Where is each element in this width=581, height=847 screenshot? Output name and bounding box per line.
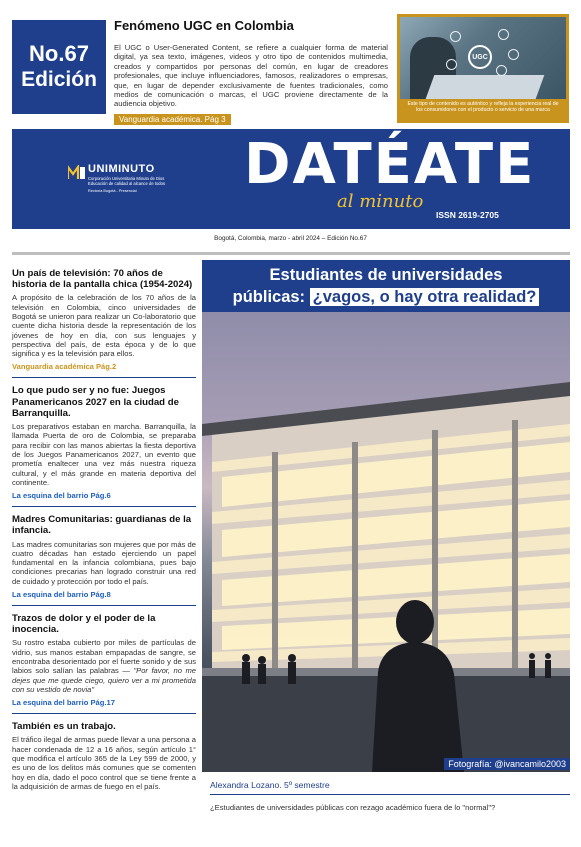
social-dot-icon: [450, 31, 461, 42]
article-panamericanos: [12, 385, 196, 507]
article-trazos-de-dolor: [12, 613, 196, 714]
edition-box: [12, 20, 106, 114]
story-deck: ¿Estudiantes de universidades públicas con rezago académico fuera de lo "normal"?: [210, 803, 496, 812]
article-title[interactable]: También es un trabajo.: [12, 721, 116, 733]
article-source-link[interactable]: La esquina del barrio Pág.6: [12, 491, 111, 501]
article-title[interactable]: Madres Comunitarias: guardianas de la infancia.: [12, 514, 192, 537]
social-dot-icon: [496, 65, 507, 76]
article-television: [12, 268, 196, 378]
laptop-shape: [426, 75, 545, 99]
teaser-section-tag[interactable]: Vanguardia académica. Pág 3: [114, 114, 231, 125]
main-photo: [202, 312, 570, 772]
article-body: Las madres comunitarias son mujeres que por más de cuatro décadas han estado ejerciendo un papel fundamental en la infancia colombiana, pues bajo condiciones precarias han logrado construir una red de cuidado y protección por todo el país.: [12, 539, 196, 586]
divider-rule: [12, 252, 570, 255]
byline-rule: [210, 794, 570, 795]
article-body: [12, 638, 196, 694]
article-body: A propósito de la celebración de los 70 años de la televisión en Colombia, cinco universidades de Bogotá se unieron para realizar un Co-laboratorio que cuente dicha historia desde la representación de los jóvenes de hoy en día, con sus lenguajes y perspectiva del país, de esta época y de lo que significa y es la televisión para ellos.: [12, 293, 196, 359]
headline-line2: [202, 286, 570, 308]
headline-highlight: ¿vagos, o hay otra realidad?: [310, 288, 540, 306]
article-source-link[interactable]: La esquina del barrio Pág.17: [12, 698, 115, 708]
social-dot-icon: [446, 59, 457, 70]
masthead: [12, 129, 570, 229]
edition-number: No.67: [29, 41, 89, 66]
article-source-link[interactable]: La esquina del barrio Pág.8: [12, 590, 111, 600]
logo-rectoria: Rectoría Bogotá - Presencial: [88, 189, 137, 193]
headline-line1: Estudiantes de universidades: [269, 266, 503, 284]
logo-subtitle: Corporación Universitaria Minuto de Dios Educación de calidad al alcance de todos: [88, 176, 166, 186]
newspaper-title: DATÉATE: [244, 132, 536, 197]
dateline: Bogotá, Colombia, marzo - abril 2024 – Edición No.67: [214, 235, 367, 242]
photo-credit: Fotografía: @ivancamilo2003: [444, 758, 570, 770]
ugc-teaser: [114, 18, 388, 127]
author-byline: Alexandra Lozano. 5º semestre: [210, 780, 330, 790]
social-dot-icon: [508, 49, 519, 60]
ugc-photo: [400, 17, 566, 99]
edition-label: Edición: [21, 68, 97, 91]
social-dot-icon: [498, 29, 509, 40]
article-quote: "Por favor, no me dejes que me quede ciego, quiero ver a mi prometida con su vestido de novia": [12, 666, 196, 694]
article-body-text: Su rostro estaba cubierto por miles de partículas de vidrio, sus manos estaban empapadas de sangre, se encontraba desorientado por el fuerte sonido y de sus labios solo salían las palabras —: [12, 638, 196, 676]
ugc-badge: UGC: [468, 45, 492, 69]
article-title[interactable]: Lo que pudo ser y no fue: Juegos Panamericanos 2027 en la ciudad de Barranquilla.: [12, 385, 179, 419]
article-madres-comunitarias: [12, 514, 196, 606]
ugc-caption: Este tipo de contenido es auténtico y refleja la experiencia real de los consumidores con el producto o servicio de una marca: [407, 101, 559, 114]
logo-name: UNIMINUTO: [88, 163, 155, 175]
article-body: Los preparativos estaban en marcha. Barranquilla, la llamada Puerta de oro de Colombia, se preparaba para recibir con las manos abiertas la fiesta deportiva de los Juegos Panamericanos 2027, un evento que prometía enaltecer una vez más nuestra riqueza cultural, y el más grande en materia deportiva del continente.: [12, 422, 196, 487]
teaser-body: El UGC o User-Generated Content, se refiere a cualquier forma de material digital, ya sea texto, imágenes, videos y otro tipo de contenidos multimedia, creados y compartidos por personas del común, en lugar de creadores profesionales, que incluye influenciadores, famosos, realizadores o empresas, que, en lugar de depender exclusivamente de fuentes tradicionales, como medios de comunicación o marcas, el UGC proviene directamente de la audiencia objetivo.: [114, 43, 388, 109]
building-illustration: [202, 312, 570, 772]
left-column: [12, 268, 196, 804]
newspaper-script: al minuto: [337, 191, 424, 212]
article-body: El tráfico ilegal de armas puede llevar a una persona a hacer condenada de 12 a 16 años, según artículo 1° que modifica el artículo 365 de la Ley 599 de 2000, y es uno de los delitos más comunes que se comenten hoy en día, dado el poco control que se tiene frente a la adquisición de armas de fuego en el país.: [12, 735, 196, 791]
uniminuto-logo-icon: [68, 165, 86, 179]
article-title[interactable]: Un país de televisión: 70 años de historia de la pantalla chica (1954-2024): [12, 268, 193, 291]
issn: ISSN 2619-2705: [436, 210, 499, 220]
teaser-title[interactable]: Fenómeno UGC en Colombia: [114, 18, 294, 33]
article-title[interactable]: Trazos de dolor y el poder de la inocencia.: [12, 613, 156, 636]
article-source-link[interactable]: Vanguardia académica Pág.2: [12, 362, 117, 372]
ugc-image-box: [397, 14, 569, 123]
main-headline[interactable]: [202, 260, 570, 312]
article-trabajo: [12, 721, 196, 797]
headline-prefix: públicas:: [232, 288, 310, 306]
